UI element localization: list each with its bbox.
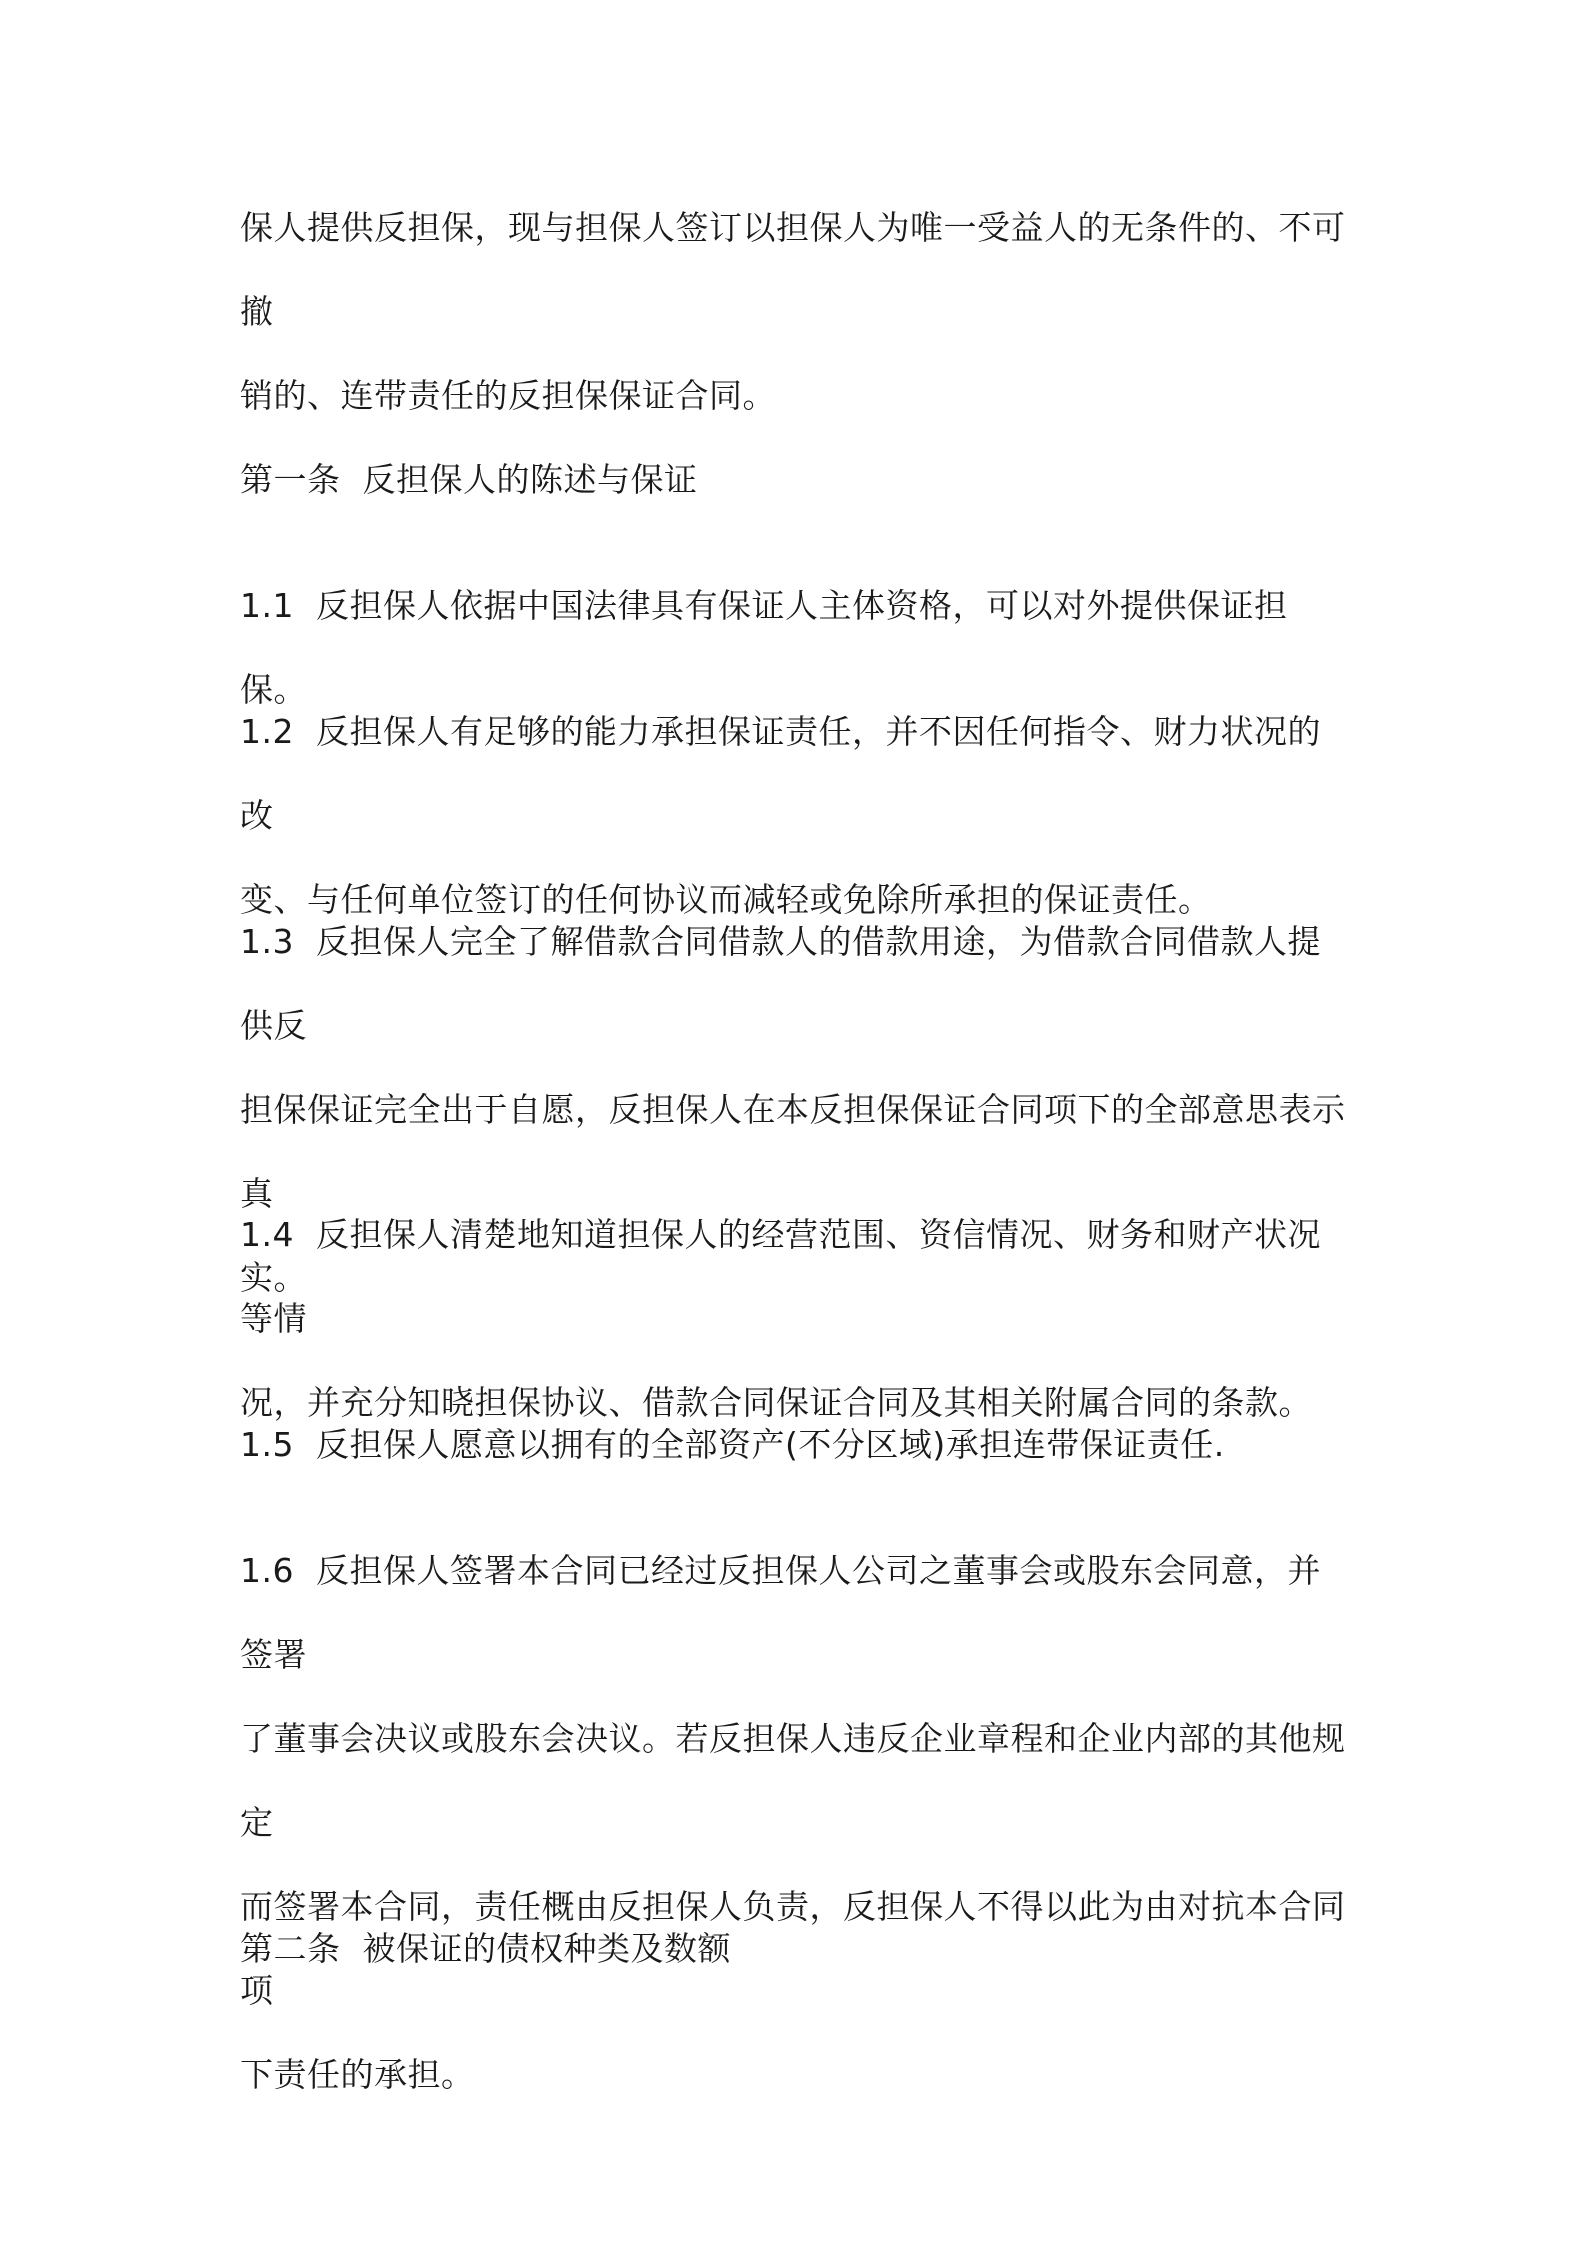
clause-1-6: 1.6 反担保人签署本合同已经过反担保人公司之董事会或股东会同意，并签署 了董事会决议或股东会决议。若反担保人违反企业章程和企业内部的其他规定 而签署本合同，责任概由反担保人负责，反担保人不得以此为由对抗本合同项 下责任的承担。 <box>240 1551 1346 2094</box>
article-2-title: 第二条 被保证的债权种类及数额 <box>240 1929 731 1968</box>
clause-1-3: 1.3 反担保人完全了解借款合同借款人的借款用途，为借款合同借款人提供反 担保保证完全出于自愿，反担保人在本反担保保证合同项下的全部意思表示真 实。 <box>240 922 1346 1297</box>
clause-1-1: 1.1 反担保人依据中国法律具有保证人主体资格，可以对外提供保证担保。 <box>240 586 1288 709</box>
clause-1-4: 1.4 反担保人清楚地知道担保人的经营范围、资信情况、财务和财产状况等情 况，并充分知晓担保协议、借款合同保证合同及其相关附属合同的条款。 <box>240 1215 1321 1422</box>
clause-1-5: 1.5 反担保人愿意以拥有的全部资产(不分区域)承担连带保证责任. <box>240 1425 1225 1464</box>
intro-paragraph: 保人提供反担保，现与担保人签订以担保人为唯一受益人的无条件的、不可撤 销的、连带责任的反担保保证合同。 <box>240 208 1346 415</box>
clause-1-2: 1.2 反担保人有足够的能力承担保证责任，并不因任何指令、财力状况的改 变、与任何单位签订的任何协议而减轻或免除所承担的保证责任。 <box>240 712 1321 919</box>
article-1-title: 第一条 反担保人的陈述与保证 <box>240 460 698 499</box>
